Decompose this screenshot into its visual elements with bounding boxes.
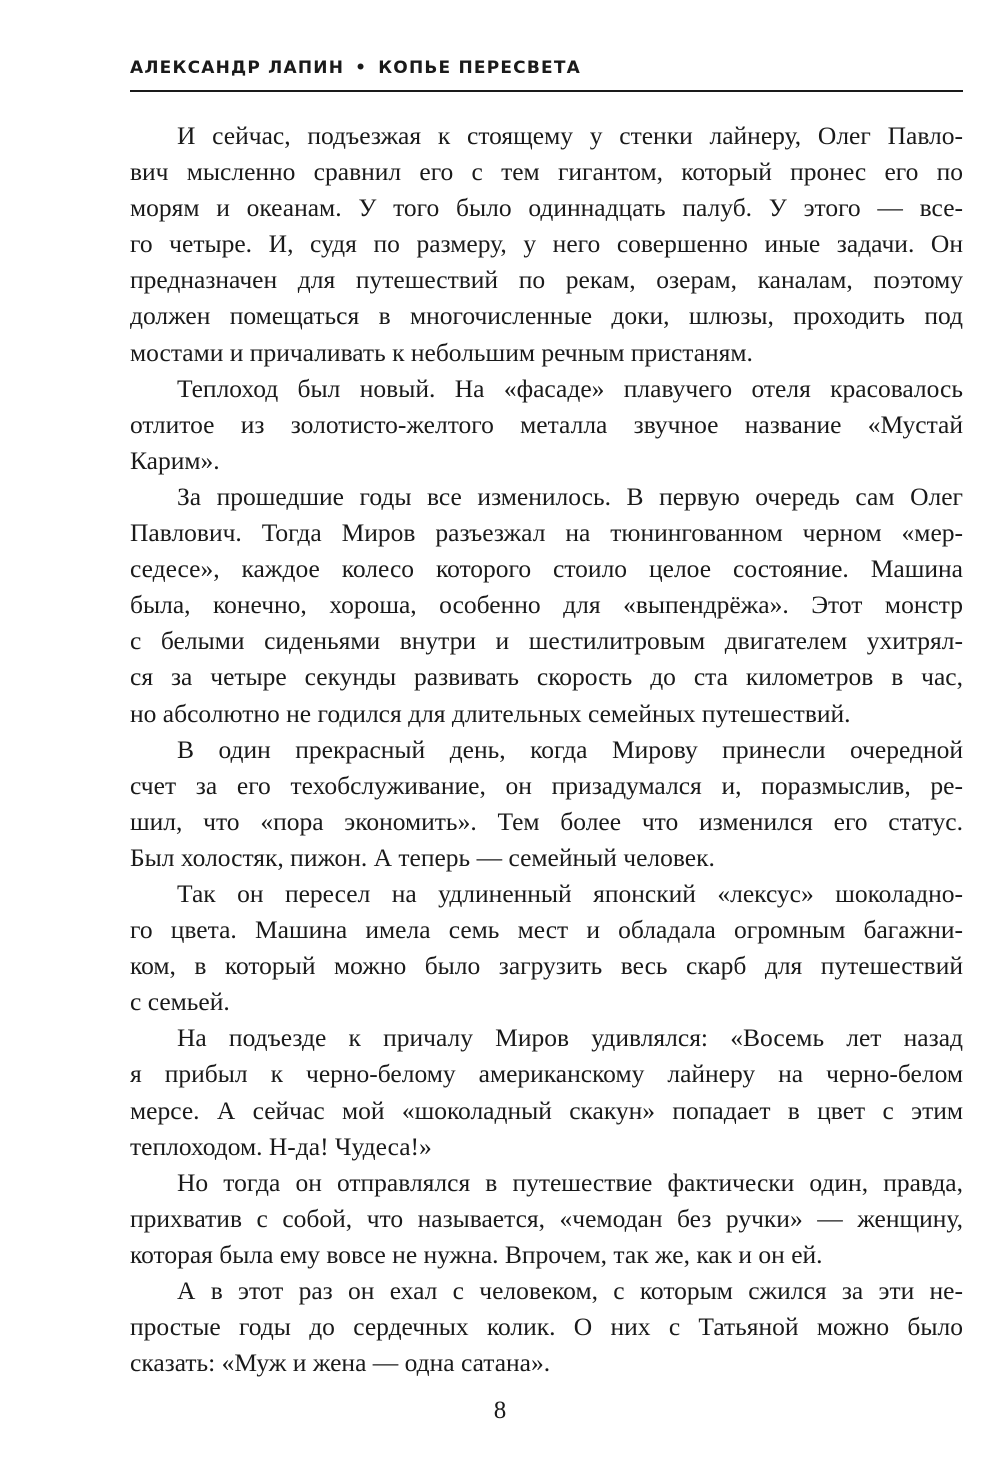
text-line: должен помещаться в многочисленные доки, шлюзы, проходить под bbox=[130, 301, 963, 331]
header-rule bbox=[130, 90, 963, 92]
text-line: с белыми сиденьями внутри и шестилитровым двигателем ухитрял- bbox=[130, 626, 963, 656]
text-line: мерсе. А сейчас мой «шоколадный скакун» попадает в цвет с этим bbox=[130, 1095, 963, 1125]
text-line: отлитое из золотисто-желтого металла звучное название «Мустай bbox=[130, 409, 963, 439]
paragraph bbox=[130, 118, 963, 371]
text-line: была, конечно, хороша, особенно для «выпендрёжа». Этот монстр bbox=[130, 590, 963, 620]
text-line: Был холостяк, пижон. А теперь — семейный человек. bbox=[130, 842, 715, 872]
header-separator: • bbox=[355, 58, 368, 78]
text-line: вич мысленно сравнил его с тем гигантом, который пронес его по bbox=[130, 157, 963, 187]
text-line: счет за его техобслуживание, он призадумался и, поразмыслив, ре- bbox=[130, 770, 963, 800]
text-line: ком, в который можно было загрузить весь скарб для путешествий bbox=[130, 951, 963, 981]
text-line: прихватив с собой, что называется, «чемодан без ручки» — женщину, bbox=[130, 1203, 963, 1233]
paragraph bbox=[130, 1273, 963, 1381]
paragraph bbox=[130, 371, 963, 479]
text-line: с семьей. bbox=[130, 987, 230, 1017]
header-author: АЛЕКСАНДР ЛАПИН bbox=[130, 58, 345, 78]
text-line: И сейчас, подъезжая к стоящему у стенки лайнеру, Олег Павло- bbox=[177, 121, 963, 150]
text-line: я прибыл к черно-белому американскому лайнеру на черно-белом bbox=[130, 1059, 963, 1089]
text-line: мостами и причаливать к небольшим речным пристаням. bbox=[130, 337, 753, 367]
paragraph bbox=[130, 1020, 963, 1164]
text-line: теплоходом. Н-да! Чудеса!» bbox=[130, 1131, 432, 1161]
paragraph bbox=[130, 732, 963, 876]
text-line: го цвета. Машина имела семь мест и обладала огромным багажни- bbox=[130, 915, 963, 945]
text-line: А в этот раз он ехал с человеком, с которым сжился за эти не- bbox=[177, 1276, 963, 1305]
text-line: Но тогда он отправлялся в путешествие фактически один, правда, bbox=[177, 1167, 963, 1197]
header-title: КОПЬЕ ПЕРЕСВЕТА bbox=[378, 58, 581, 78]
text-line: Карим». bbox=[130, 445, 220, 475]
text-line: На подъезде к причалу Миров удивлялся: «Восемь лет назад bbox=[177, 1023, 963, 1053]
text-line: предназначен для путешествий по рекам, озерам, каналам, поэтому bbox=[130, 265, 963, 295]
paragraph bbox=[130, 1165, 963, 1273]
text-line: морям и океанам. У того было одиннадцать палуб. У этого — все- bbox=[130, 193, 963, 223]
page-number: 8 bbox=[493, 1397, 507, 1424]
text-line: В один прекрасный день, когда Мирову принесли очередной bbox=[177, 734, 963, 764]
text-line: сказать: «Муж и жена — одна сатана». bbox=[130, 1348, 551, 1378]
body-text bbox=[130, 118, 963, 1381]
text-line: го четыре. И, судя по размеру, у него совершенно иные задачи. Он bbox=[130, 229, 963, 259]
text-line: За прошедшие годы все изменилось. В первую очередь сам Олег bbox=[177, 481, 963, 511]
running-header bbox=[130, 58, 581, 78]
text-line: Теплоход был новый. На «фасаде» плавучего отеля красовалось bbox=[177, 373, 963, 403]
text-line: седесе», каждое колесо которого стоило целое состояние. Машина bbox=[130, 554, 963, 584]
paragraph bbox=[130, 876, 963, 1020]
text-line: простые годы до сердечных колик. О них с Татьяной можно было bbox=[130, 1312, 963, 1342]
text-line: но абсолютно не годился для длительных семейных путешествий. bbox=[130, 698, 851, 728]
text-line: шил, что «пора экономить». Тем более что изменился его статус. bbox=[130, 806, 963, 836]
text-line: Павлович. Тогда Миров разъезжал на тюнингованном черном «мер- bbox=[130, 518, 963, 548]
paragraph bbox=[130, 479, 963, 732]
text-line: ся за четыре секунды развивать скорость до ста километров в час, bbox=[130, 662, 963, 692]
text-line: Так он пересел на удлиненный японский «лексус» шоколадно- bbox=[177, 878, 963, 908]
text-line: которая была ему вовсе не нужна. Впрочем, так же, как и он ей. bbox=[130, 1239, 823, 1269]
